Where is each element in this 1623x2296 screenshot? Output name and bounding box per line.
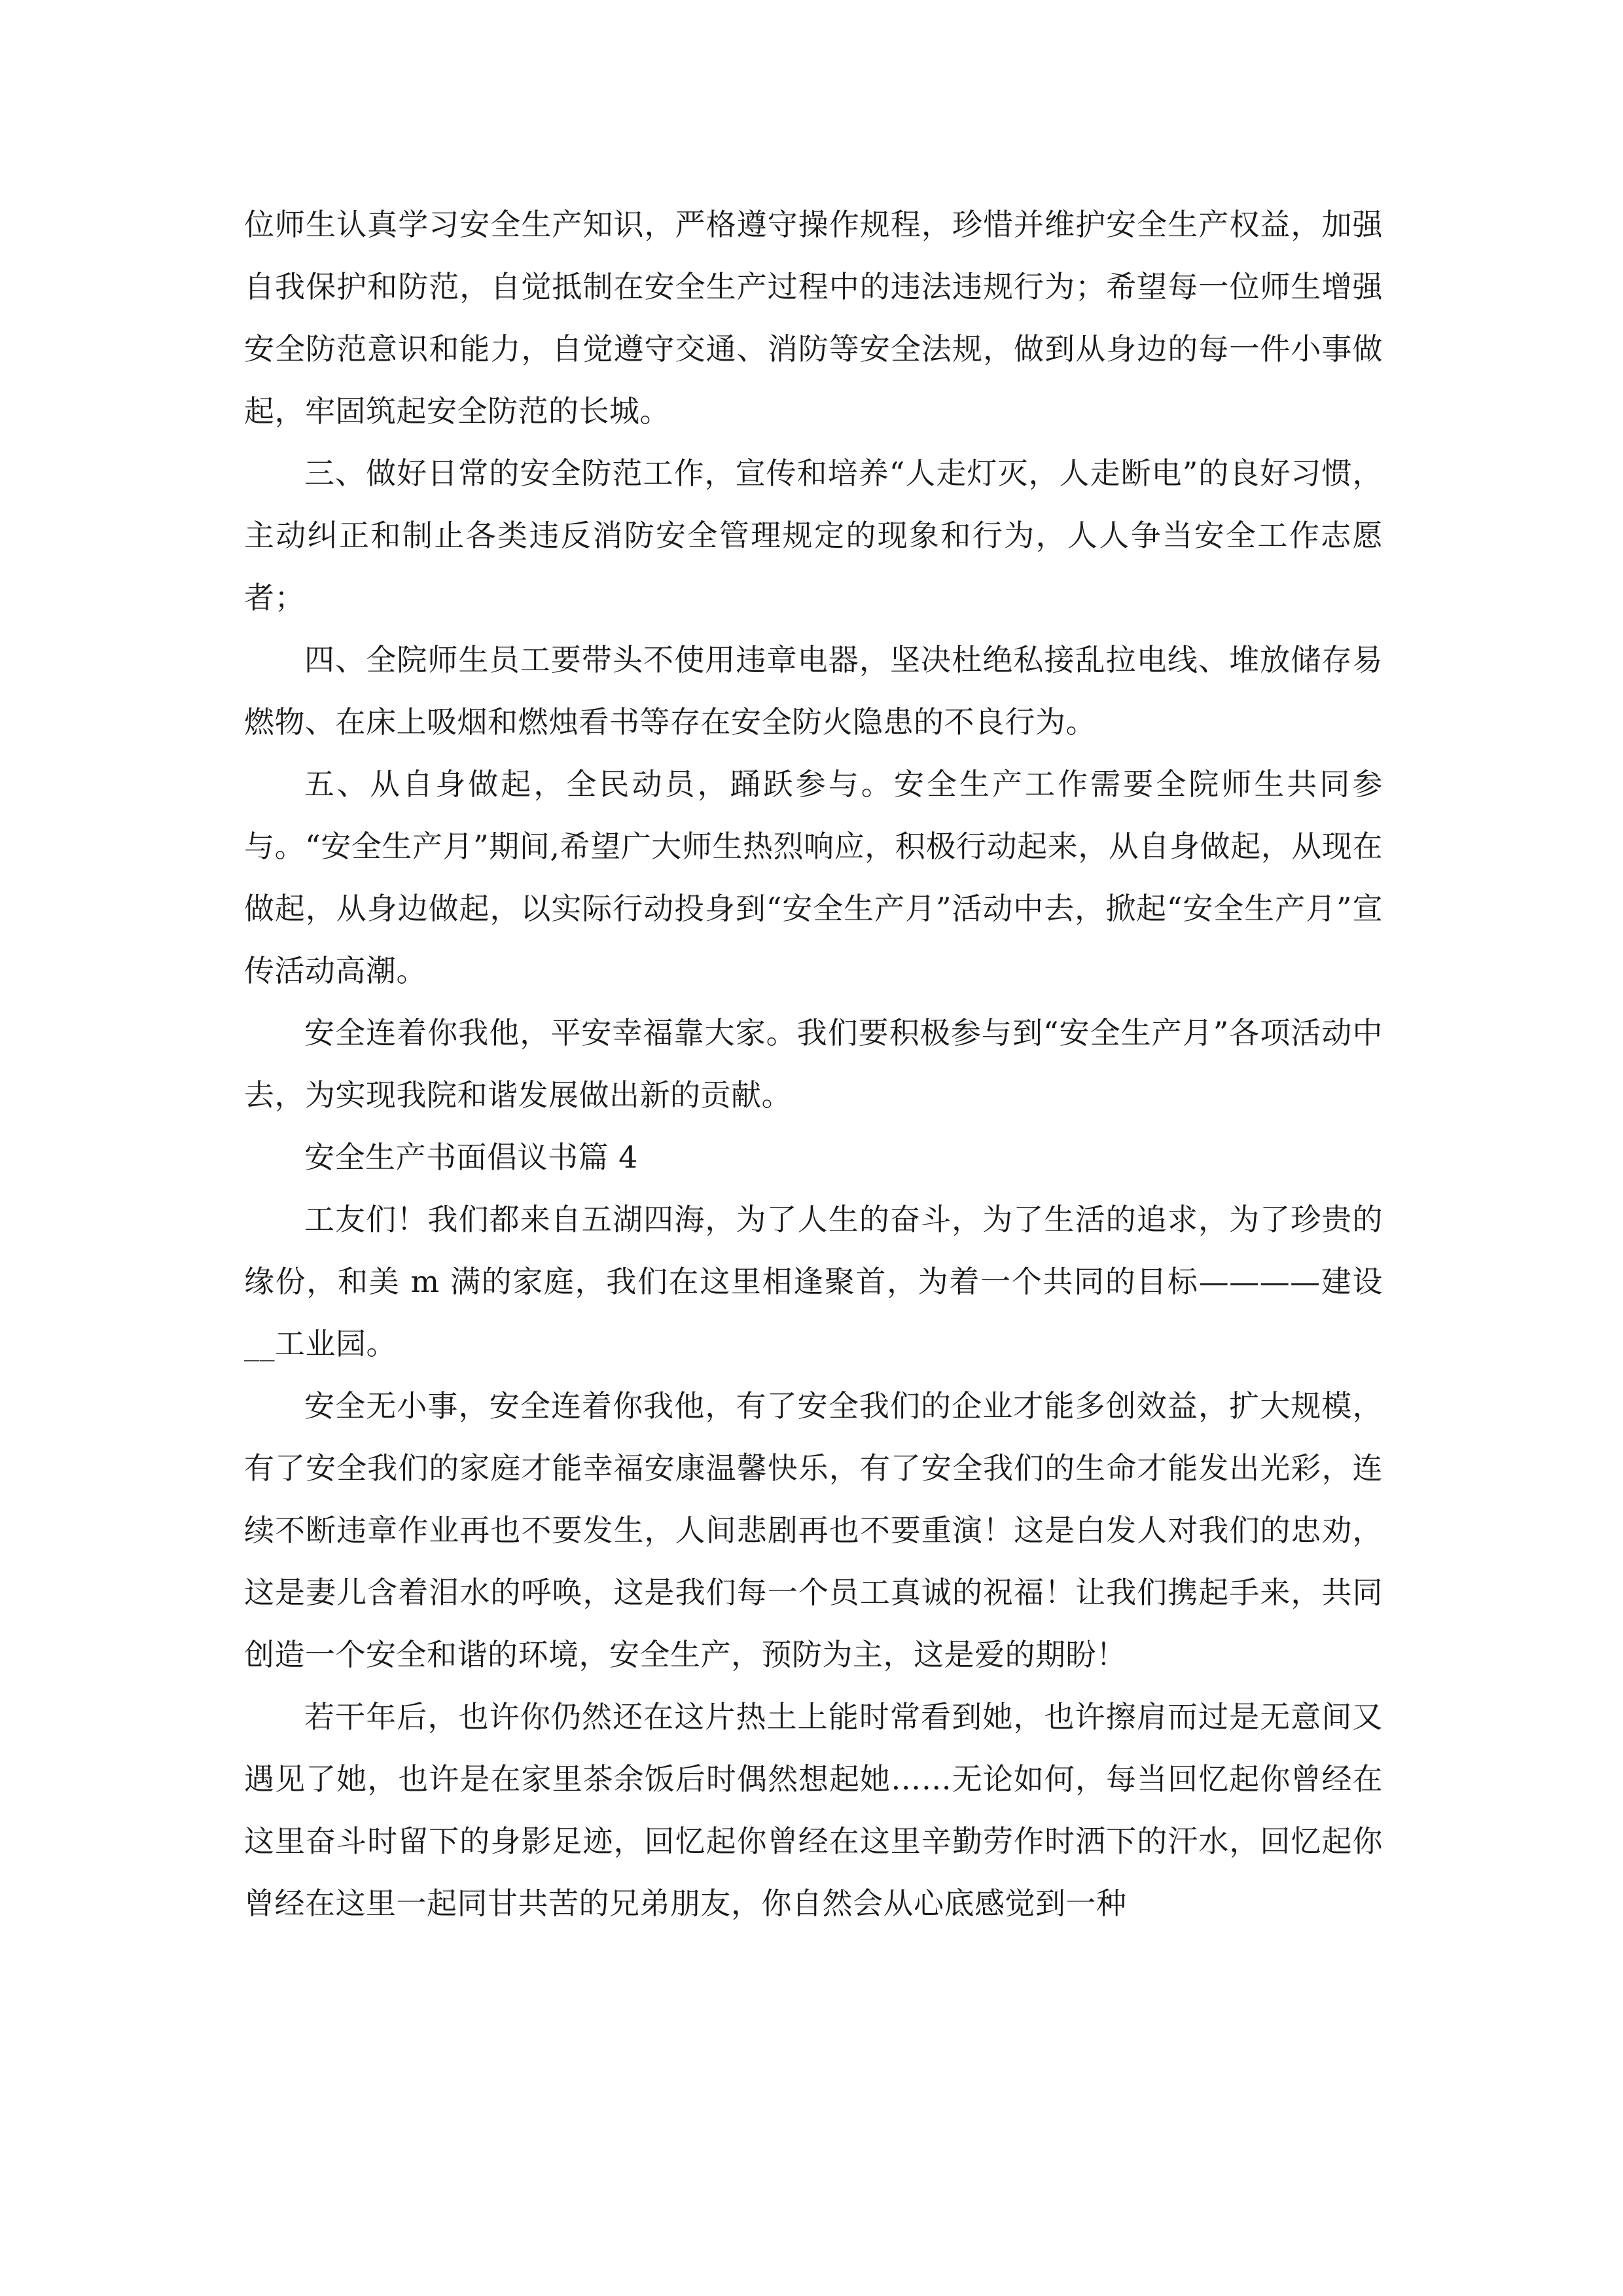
paragraph-item-four: 四、全院师生员工要带头不使用违章电器，坚决杜绝私接乱拉电线、堆放储存易燃物、在床上吸烟和燃烛看书等存在安全防火隐患的不良行为。 bbox=[244, 642, 1383, 740]
paragraph-continuation: 位师生认真学习安全生产知识，严格遵守操作规程，珍惜并维护安全生产权益，加强自我保护和防范，自觉抵制在安全生产过程中的违法违规行为；希望每一位师生增强安全防范意识和能力，自觉遵守交通、消防等安全法规，做到从身边的每一件小事做起，牢固筑起安全防范的长城。 bbox=[244, 207, 1383, 429]
document-body bbox=[244, 194, 1383, 1935]
paragraph-item-five: 五、从自身做起，全民动员，踊跃参与。安全生产工作需要全院师生共同参与。“安全生产月”期间,希望广大师生热烈响应，积极行动起来，从自身做起，从现在做起，从身边做起，以实际行动投身到“安全生产月”活动中去，掀起“安全生产月”宣传活动高潮。 bbox=[244, 766, 1383, 988]
paragraph-greeting: 工友们！我们都来自五湖四海，为了人生的奋斗，为了生活的追求，为了珍贵的缘份，和美 m 满的家庭，我们在这里相逢聚首，为着一个共同的目标————建设__工业园。 bbox=[244, 1202, 1383, 1361]
paragraph-closing: 安全连着你我他，平安幸福靠大家。我们要积极参与到“安全生产月”各项活动中去，为实现我院和谐发展做出新的贡献。 bbox=[244, 1015, 1383, 1113]
paragraph-memory: 若干年后，也许你仍然还在这片热土上能时常看到她，也许擦肩而过是无意间又遇见了她，也许是在家里茶余饭后时偶然想起她……无论如何，每当回忆起你曾经在这里奋斗时留下的身影足迹，回忆起你曾经在这里辛勤劳作时洒下的汗水，回忆起你曾经在这里一起同甘共苦的兄弟朋友，你自然会从心底感觉到一种 bbox=[244, 1699, 1383, 1921]
paragraph-safety: 安全无小事，安全连着你我他，有了安全我们的企业才能多创效益，扩大规模，有了安全我们的家庭才能幸福安康温馨快乐，有了安全我们的生命才能发出光彩，连续不断违章作业再也不要发生，人间悲剧再也不要重演！这是白发人对我们的忠劝，这是妻儿含着泪水的呼唤，这是我们每一个员工真诚的祝福！让我们携起手来，共同创造一个安全和谐的环境，安全生产，预防为主，这是爱的期盼！ bbox=[244, 1388, 1383, 1672]
paragraph-item-three: 三、做好日常的安全防范工作，宣传和培养“人走灯灭，人走断电”的良好习惯，主动纠正和制止各类违反消防安全管理规定的现象和行为，人人争当安全工作志愿者； bbox=[244, 456, 1383, 615]
section-heading: 安全生产书面倡议书篇 4 bbox=[304, 1139, 638, 1175]
